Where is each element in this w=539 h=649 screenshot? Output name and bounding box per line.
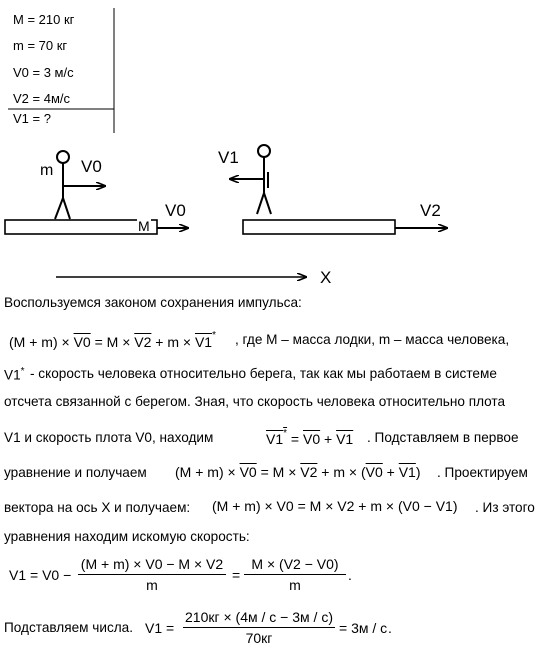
given-mass-person: m = 70 кг [13, 38, 68, 53]
x-axis-label: X [320, 268, 332, 287]
equation-momentum: (M + m) × V0 = M × V2 + m × V1* [9, 330, 216, 350]
text-line-2: , где M – масса лодки, m – масса человека, [235, 332, 510, 347]
numeric-denominator: 70кг [245, 630, 273, 646]
text-line-5-tail: . Подставляем в первое [367, 430, 519, 445]
boat-1 [5, 220, 157, 234]
text-line-5-head: V1 и скорость плота V0, находим [4, 430, 214, 445]
text-line-7-tail: . Из этого [475, 500, 535, 515]
boat-2-velocity-label: V2 [420, 201, 441, 220]
person-1-mass-label: m [40, 162, 54, 179]
text-line-3: - скорость человека относительно берега, так как мы работаем в системе [30, 366, 497, 381]
equation-substituted: (M + m) × V0 = M × V2 + m × (V0 + V1) [175, 464, 421, 480]
given-v2: V2 = 4м/с [13, 91, 70, 106]
numeric-fraction [183, 609, 335, 646]
numeric-result: = 3м / с [339, 620, 388, 636]
boat-1-mass-label: M [138, 218, 150, 234]
equation-projected: (M + m) × V0 = M × V2 + m × (V0 − V1) [212, 498, 458, 514]
text-line-1: Воспользуемся законом сохранения импульса: [4, 295, 302, 310]
person-2-velocity-label: V1 [218, 148, 239, 167]
solution-denominator-1: m [146, 577, 158, 593]
text-line-10-head: Подставляем числа. [4, 620, 134, 635]
given-find: V1 = ? [13, 111, 51, 126]
solution-denominator-2: m [289, 577, 301, 593]
solution-fraction-1 [78, 556, 226, 593]
given-mass-boat: M = 210 кг [13, 12, 75, 27]
solution-numerator-1: (M + m) × V0 − M × V2 [78, 556, 226, 575]
v1-symbol: V1 [4, 367, 21, 383]
text-line-7-head: вектора на ось X и получаем: [4, 500, 191, 515]
text-line-6-tail: . Проектируем [437, 465, 528, 480]
v1-star-symbol [4, 367, 25, 382]
text-line-8: уравнения находим искомую скорость: [4, 529, 250, 544]
solution-period: . [348, 567, 352, 583]
numeric-period: . [388, 620, 392, 636]
star-symbol: * [20, 366, 25, 377]
equation-v1-star: V1* = V0 + V1 [266, 428, 354, 447]
solution-numerator-2: M × (V2 − V0) [244, 556, 346, 575]
solution-lhs: V1 = V0 − [9, 567, 72, 583]
boat-2 [243, 220, 395, 234]
solution-fraction-2 [244, 556, 346, 593]
text-line-6-head: уравнение и получаем [4, 465, 147, 480]
numeric-numerator: 210кг × (4м / с − 3м / с) [183, 609, 335, 628]
boat-1-velocity-label: V0 [165, 201, 186, 220]
solution-equals: = [232, 567, 241, 583]
text-line-4: отсчета связанной с берегом. Зная, что скорость человека относительно плота [4, 394, 506, 409]
numeric-lhs: V1 = [145, 620, 175, 636]
given-v0: V0 = 3 м/с [13, 65, 74, 80]
person-1-velocity-label: V0 [81, 157, 102, 176]
